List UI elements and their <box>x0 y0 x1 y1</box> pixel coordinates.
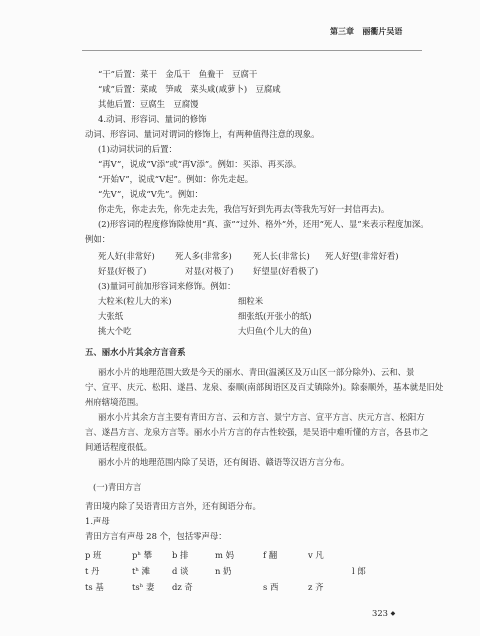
initial-cell: z 齐 <box>308 582 324 592</box>
example-cell: 挑大个吃 <box>98 326 132 336</box>
subheading: 4.动词、形容词、量词的修饰 <box>98 114 207 124</box>
item-heading: 1.声母 <box>85 516 110 526</box>
initial-cell: tʰ 滩 <box>132 566 151 576</box>
example-cell: 死人好(非常好) <box>98 251 155 261</box>
subsection-heading: (一)青田方言 <box>93 482 142 492</box>
initial-cell: v 凡 <box>308 550 324 560</box>
initial-cell: ts 基 <box>85 582 104 592</box>
text-line: 动词、形容词、量词对谓词的修饰上，有两种值得注意的现象。 <box>85 129 320 139</box>
initial-cell: f 翻 <box>263 550 278 560</box>
example-cell: 细粒米 <box>238 296 264 306</box>
text-line: “先V”，说成“V先”。例如： <box>98 189 203 199</box>
initial-cell: pʰ 攀 <box>132 550 153 560</box>
text-line: (3)量词可前加形容词来修饰。例如： <box>98 281 236 291</box>
example-cell: 好显(好极了) <box>98 266 147 276</box>
paragraph-line: 间通话程度很低。 <box>85 442 152 452</box>
example-cell: 好望显(好看极了) <box>253 266 319 276</box>
chapter-label: 第三章 <box>330 27 354 36</box>
paragraph-line: 青田境内除了吴语青田方言外，还有闽语分布。 <box>85 501 261 511</box>
paragraph-line: 丽水小片的地理范围内除了吴语，还有闽语、赣语等汉语方言分布。 <box>98 457 350 467</box>
initial-cell: d 谈 <box>172 566 189 576</box>
example-cell: 对显(对极了) <box>185 266 234 276</box>
text-line: “咸”后置：菜咸 笋咸 菜头咸(咸萝卜) 豆腐咸 <box>98 84 281 94</box>
text-line: (2)形容词的程度修饰除使用“真、蛮”“过外、格外”外，还用“死人、显”来表示程度加深。 <box>98 219 429 229</box>
chapter-title: 丽衢片吴语 <box>362 27 403 36</box>
initial-cell: tsʰ 妻 <box>132 582 155 592</box>
example-cell: 细张纸(开张小的纸) <box>238 311 312 321</box>
chapter-header <box>330 26 402 37</box>
example-cell: 死人长(非常长) <box>253 251 310 261</box>
text-line: 例如： <box>85 234 111 244</box>
header-rule <box>82 50 422 51</box>
initial-cell: m 妈 <box>215 550 234 560</box>
paragraph-line: 州府辖境范围。 <box>85 397 144 407</box>
initial-cell: n 奶 <box>215 566 232 576</box>
text-line: “干”后置：菜干 金瓜干 鱼鲞干 豆腐干 <box>98 69 258 79</box>
text-line: 你走先，你走去先，你先走去先，我信写好到先再去(等我先写好一封信再去)。 <box>98 204 390 214</box>
text-line: 其他后置：豆腐生 豆腐馒 <box>98 99 199 109</box>
paragraph-line: 丽水小片的地理范围大致是今天的丽水、青田(温溪区及万山区一部分除外)、云和、景 <box>98 367 415 377</box>
paragraph-line: 青田方言有声母 28 个，包括零声母： <box>85 531 227 541</box>
example-cell: 大粒米(粒儿大的米) <box>98 296 172 306</box>
initial-cell: dz 奇 <box>172 582 193 592</box>
text-line: (1)动词状词的后置： <box>98 144 177 154</box>
example-cell: 大归鱼(个儿大的鱼) <box>238 326 312 336</box>
page-mark: ◆ <box>390 610 396 617</box>
initial-cell: l 郎 <box>352 566 366 576</box>
paragraph-line: 宁、宣平、庆元、松阳、遂昌、龙泉、泰顺(南部闽语区及百丈镇除外)。除泰顺外，基本就是旧处 <box>85 382 444 392</box>
initial-cell: b 排 <box>172 550 189 560</box>
paragraph-line: 丽水小片其余方言主要有青田方言、云和方言、景宁方言、宣平方言、庆元方言、松阳方 <box>98 412 425 422</box>
page-number <box>372 608 395 618</box>
text-line: “开始V”，说成“V起”。例如：你先走起。 <box>98 174 254 184</box>
initial-cell: p 班 <box>85 550 102 560</box>
example-cell: 死人好望(非常好看) <box>325 251 399 261</box>
page-number-value: 323 <box>372 608 388 618</box>
paragraph-line: 言、遂昌方言、龙泉方言等。丽水小片方言的存古性较强，是吴语中难听懂的方言，各县市之 <box>85 427 429 437</box>
example-cell: 死人多(非常多) <box>175 251 232 261</box>
initial-cell: t 丹 <box>85 566 100 576</box>
section-heading: 五、丽水小片其余方言音系 <box>85 347 186 357</box>
text-line: “再V”，说成“V添”或“再V添”。例如：买添、再买添。 <box>98 159 302 169</box>
example-cell: 大张纸 <box>98 311 124 321</box>
initial-cell: s 西 <box>263 582 279 592</box>
